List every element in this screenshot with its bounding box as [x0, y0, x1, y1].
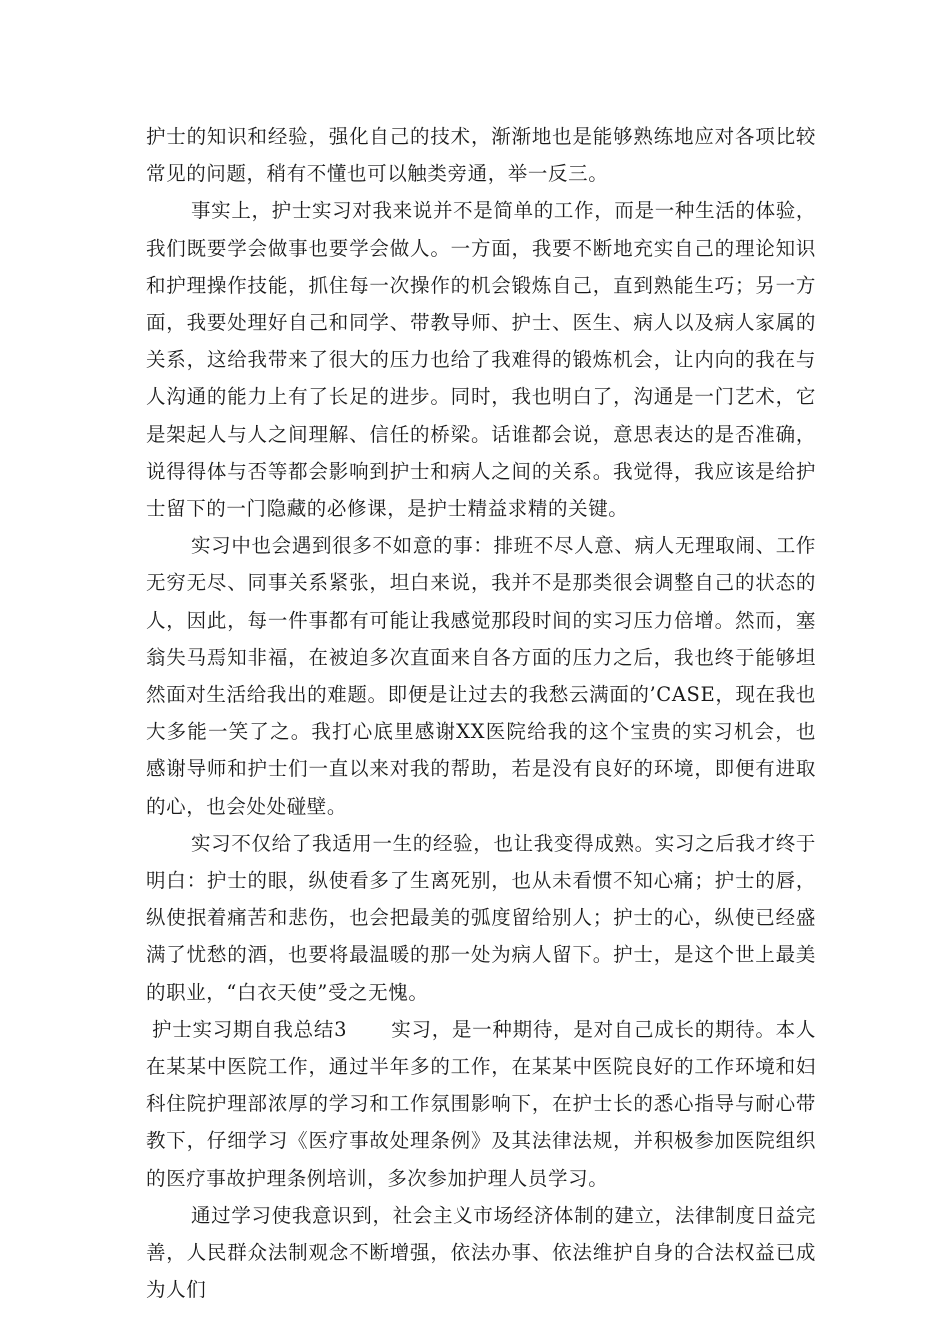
paragraph-4: 实习不仅给了我适用一生的经验，也让我变得成熟。实习之后我才终于明白：护士的眼，纵使看多了生离死别，也从未看惯不知心痛；护士的唇，纵使抿着痛苦和悲伤，也会把最美的弧度留给别人；护士的心，纵使已经盛满了忧愁的酒，也要将最温暖的那一处为病人留下。护士，是这个世上最美的职业，“白衣天使”受之无愧。 — [146, 831, 816, 1004]
paragraph-closing: 通过学习使我意识到，社会主义市场经济体制的建立，法律制度日益完善，人民群众法制观念不断增强，依法办事、依法维护自身的合法权益已成为人们 — [146, 1203, 816, 1302]
paragraph-2: 事实上，护士实习对我来说并不是简单的工作，而是一种生活的体验，我们既要学会做事也要学会做人。一方面，我要不断地充实自己的理论知识和护理操作技能，抓住每一次操作的机会锻炼自己，直到熟能生巧；另一方面，我要处理好自己和同学、带教导师、护士、医生、病人以及病人家属的关系，这给我带来了很大的压力也给了我难得的锻炼机会，让内向的我在与人沟通的能力上有了长足的进步。同时，我也明白了，沟通是一门艺术，它是架起人与人之间理解、信任的桥梁。话谁都会说，意思表达的是否准确，说得得体与否等都会影响到护士和病人之间的关系。我觉得，我应该是给护士留下的一门隐藏的必修课，是护士精益求精的关键。 — [146, 199, 816, 521]
section-paragraph — [146, 1011, 816, 1197]
paragraph-1: 护士的知识和经验，强化自己的技术，渐渐地也是能够熟练地应对各项比较常见的问题，稍有不懂也可以触类旁通，举一反三。 — [146, 125, 816, 186]
section-heading: 护士实习期自我总结3 — [152, 1017, 348, 1041]
section-lead-text: 实习，是一种期待，是对自己成长的期待。本人在某某中医院工作，通过半年多的工作，在某某中医院良好的工作环境和妇科住院护理部浓厚的学习和工作氛围影响下，在护士长的悉心指导与耐心带教下，仔细学习《医疗事故处理条例》及其法律法规，并积极参加医院组织的医疗事故护理条例培训，多次参加护理人员学习。 — [146, 1017, 816, 1190]
paragraph-3: 实习中也会遇到很多不如意的事：排班不尽人意、病人无理取闹、工作无穷无尽、同事关系紧张，坦白来说，我并不是那类很会调整自己的状态的人，因此，每一件事都有可能让我感觉那段时间的实习压力倍增。然而，塞翁失马焉知非福，在被迫多次直面来自各方面的压力之后，我也终于能够坦然面对生活给我出的难题。即便是让过去的我愁云满面的’CASE，现在我也大多能一笑了之。我打心底里感谢XX医院给我的这个宝贵的实习机会，也感谢导师和护士们一直以来对我的帮助，若是没有良好的环境，即便有进取的心，也会处处碰壁。 — [146, 534, 816, 818]
document-body — [146, 118, 816, 1309]
